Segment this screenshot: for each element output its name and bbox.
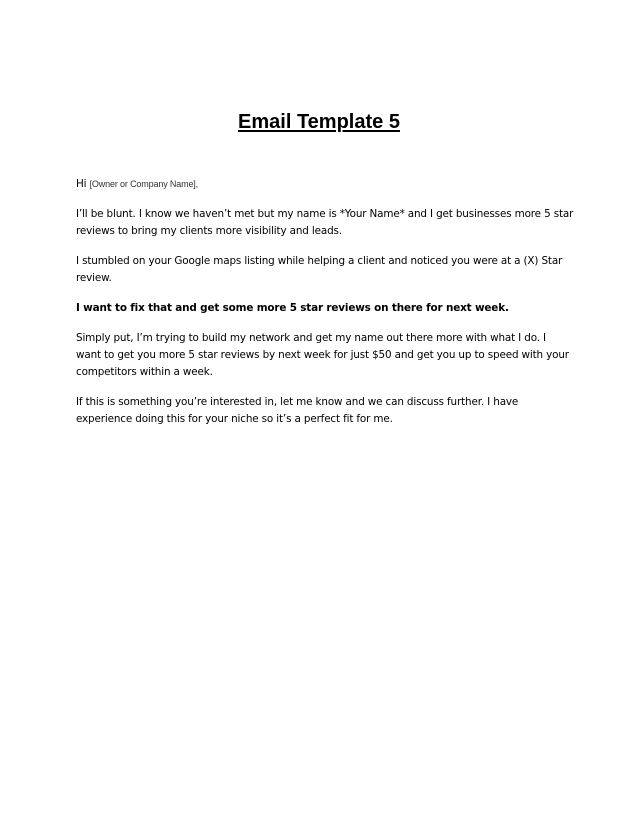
email-body [76,176,574,441]
paragraph-pitch: Simply put, I’m trying to build my network and get my name out there more with what I do. I want to get you more 5 star reviews by next week for just $50 and get you up to speed with your competitors within a week. [76,332,569,378]
greeting-line [76,176,574,193]
paragraph-discovery: I stumbled on your Google maps listing while helping a client and noticed you were at a (X) Star review. [76,255,563,284]
greeting-placeholder: [Owner or Company Name], [89,179,199,189]
document-title: Email Template 5 [238,111,400,133]
paragraph-closing: If this is something you’re interested in, let me know and we can discuss further. I have experience doing this for your niche so it’s a perfect fit for me. [76,396,519,425]
paragraph-offer-highlight: I want to fix that and get some more 5 star reviews on there for next week. [76,302,509,314]
paragraph-intro: I’ll be blunt. I know we haven’t met but my name is *Your Name* and I get businesses more 5 star reviews to bring my clients more visibility and leads. [76,208,574,237]
greeting-salutation: Hi [76,178,87,190]
